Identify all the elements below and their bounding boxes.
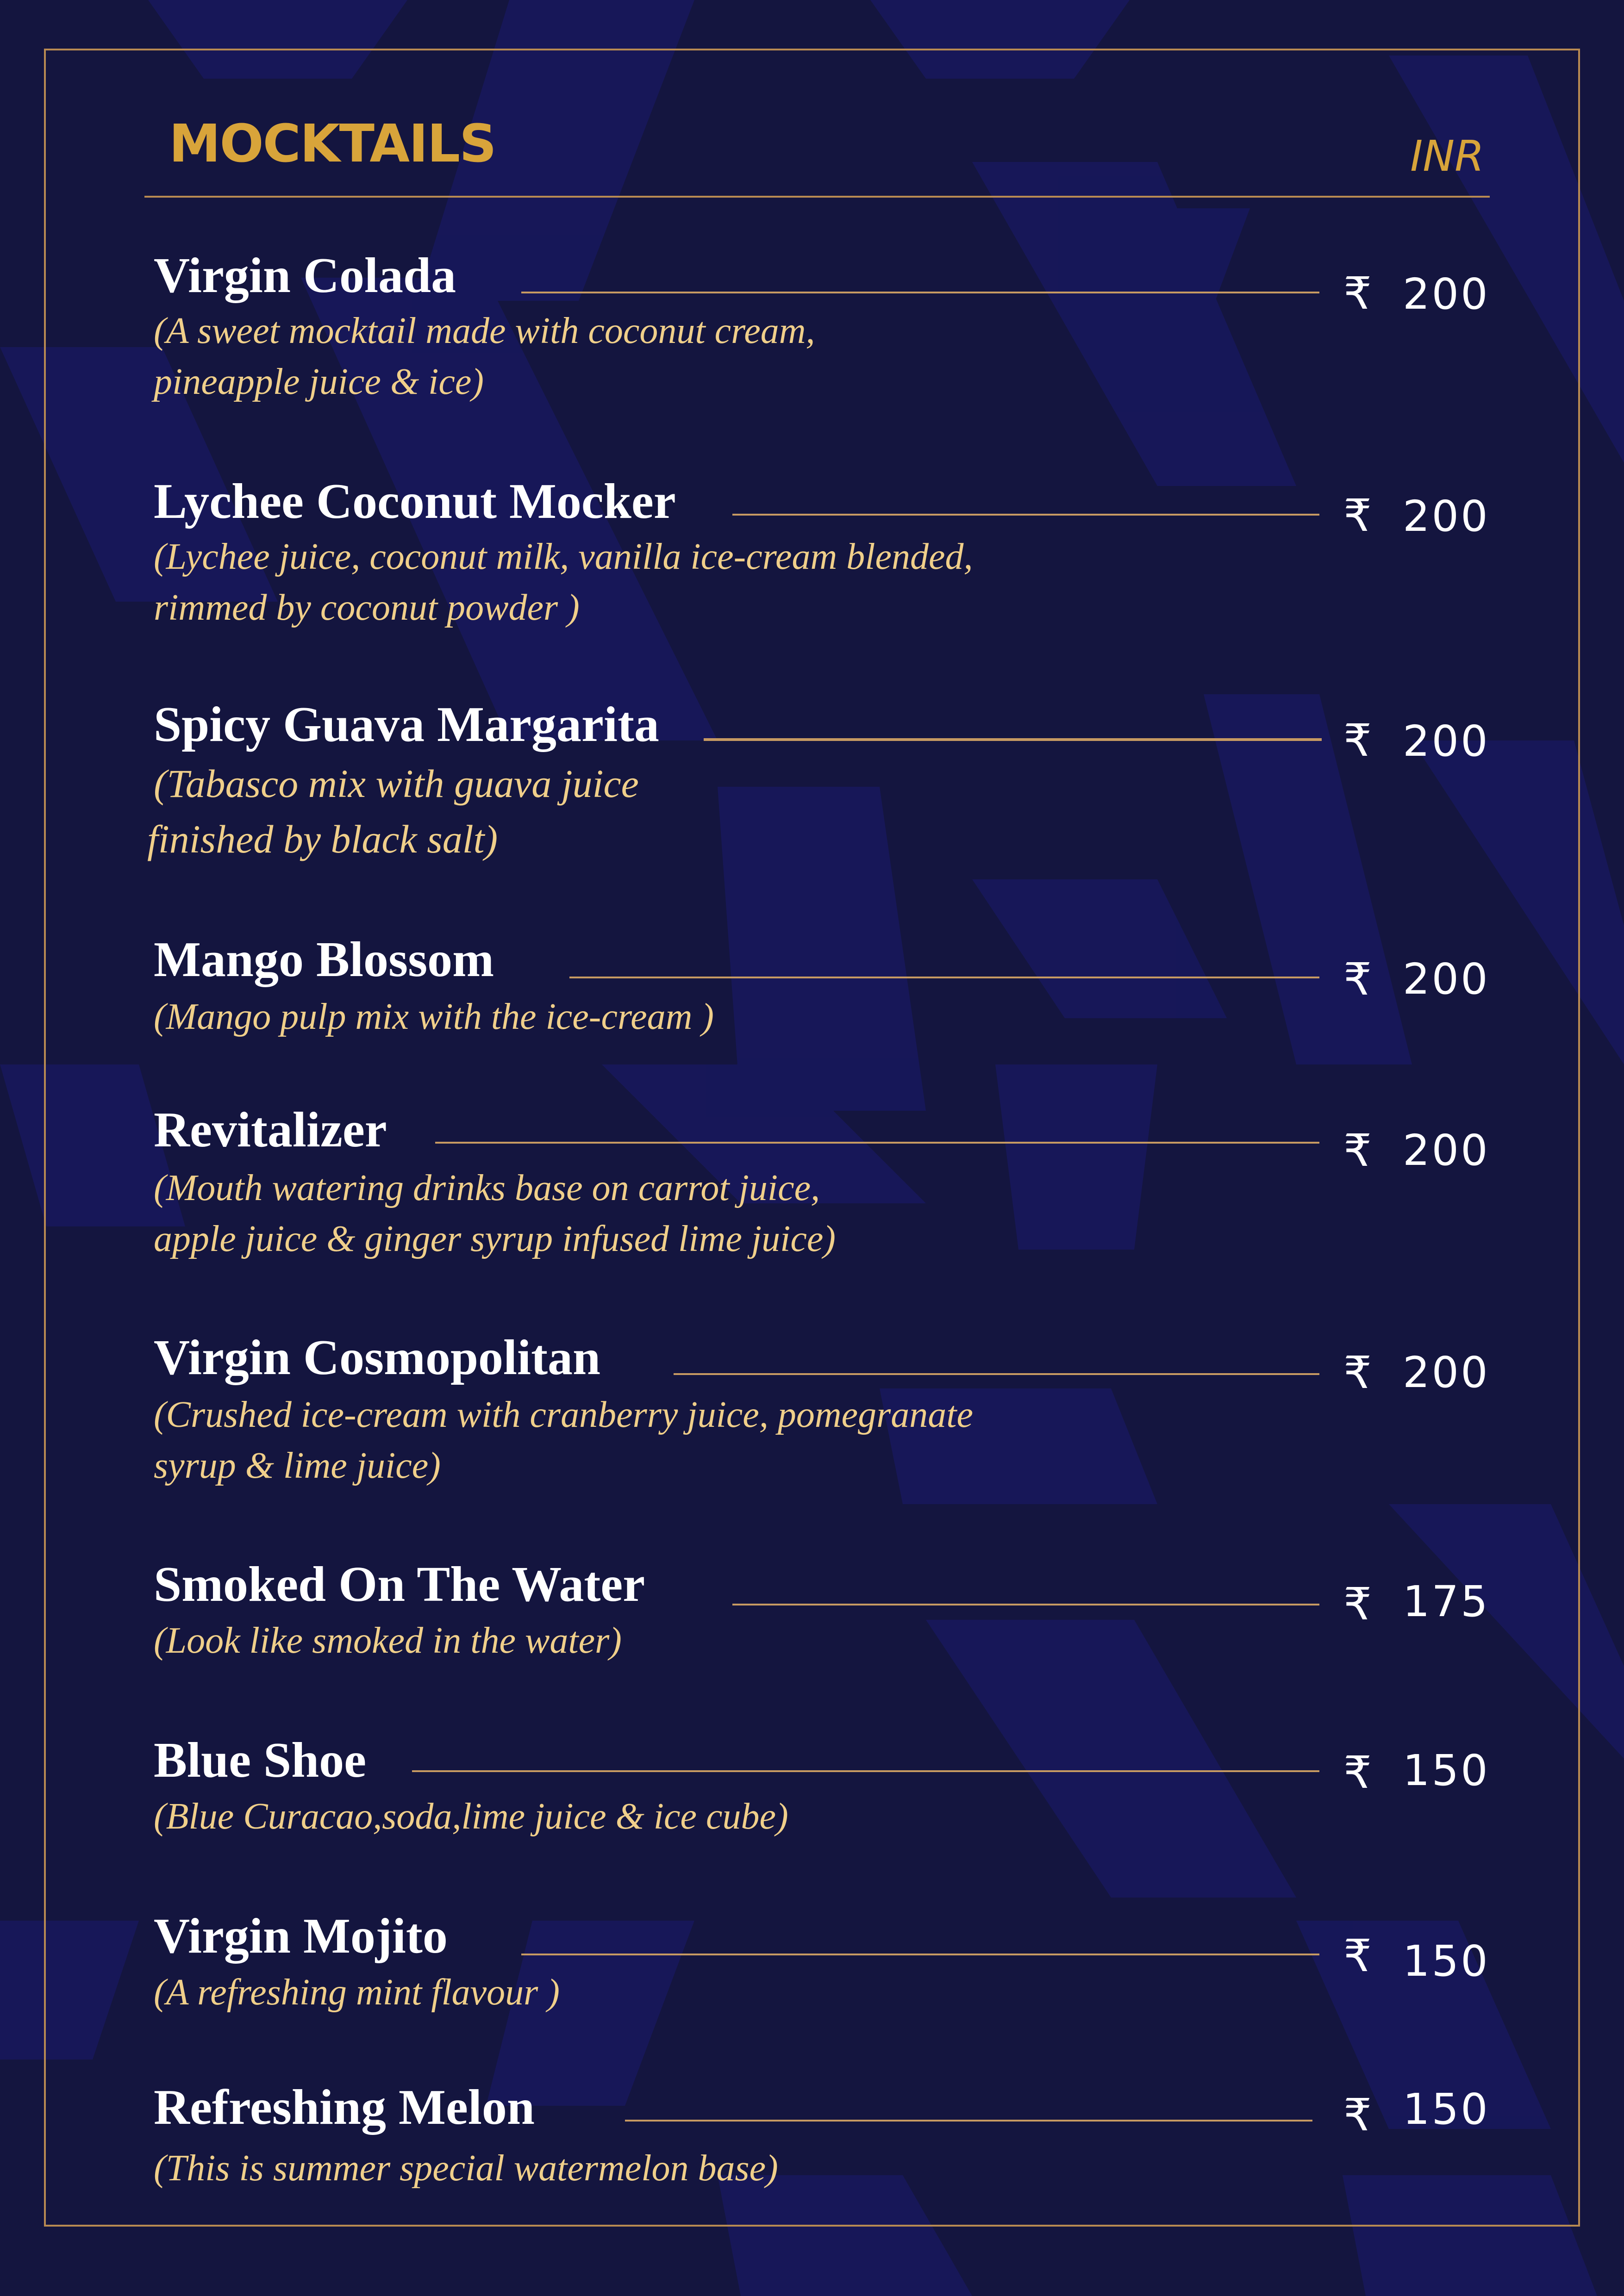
item-name-virgin-colada: Virgin Colada: [154, 248, 456, 303]
item-name-smoked-on-the-water: Smoked On The Water: [154, 1557, 645, 1612]
item-price: 150: [1403, 1746, 1490, 1795]
leader-line: [412, 1770, 1319, 1772]
item-price: 200: [1403, 1348, 1490, 1397]
rupee-icon: ₹: [1343, 1347, 1372, 1399]
item-description: (Mouth watering drinks base on carrot juice,: [154, 1168, 820, 1208]
item-price: 200: [1403, 492, 1490, 541]
item-name-spicy-guava-margarita: Spicy Guava Margarita: [154, 697, 659, 752]
item-name-blue-shoe: Blue Shoe: [154, 1733, 367, 1788]
leader-line: [674, 1373, 1319, 1375]
leader-line: [569, 977, 1319, 978]
rupee-icon: ₹: [1343, 2089, 1372, 2141]
item-description: (Tabasco mix with guava juice: [154, 761, 639, 806]
item-price: 200: [1403, 716, 1490, 766]
leader-line: [704, 738, 1322, 741]
leader-line: [521, 1954, 1319, 1955]
item-description: finished by black salt): [147, 817, 498, 861]
leader-line: [435, 1142, 1319, 1144]
item-price: 200: [1403, 954, 1490, 1004]
item-name-virgin-cosmopolitan: Virgin Cosmopolitan: [154, 1330, 601, 1385]
leader-line: [625, 2120, 1312, 2122]
item-name-virgin-mojito: Virgin Mojito: [154, 1909, 448, 1964]
item-description: (Mango pulp mix with the ice-cream ): [154, 996, 714, 1037]
rupee-icon: ₹: [1343, 715, 1372, 766]
item-description: (This is summer special watermelon base): [154, 2148, 778, 2189]
item-price: 200: [1403, 269, 1490, 319]
item-description: syrup & lime juice): [154, 1445, 441, 1486]
item-description: apple juice & ginger syrup infused lime juice): [154, 1219, 836, 1259]
item-price: 200: [1403, 1126, 1490, 1175]
rupee-icon: ₹: [1343, 1125, 1372, 1176]
item-description: (Blue Curacao,soda,lime juice & ice cube): [154, 1796, 788, 1837]
rupee-icon: ₹: [1343, 1578, 1372, 1630]
rupee-icon: ₹: [1343, 1930, 1372, 1982]
header-divider: [144, 196, 1490, 198]
rupee-icon: ₹: [1343, 953, 1372, 1005]
item-price: 150: [1403, 2084, 1490, 2134]
item-description: (Crushed ice-cream with cranberry juice, pomegranate: [154, 1394, 973, 1435]
item-name-refreshing-melon: Refreshing Melon: [154, 2080, 535, 2135]
rupee-icon: ₹: [1343, 490, 1372, 541]
item-name-revitalizer: Revitalizer: [154, 1102, 387, 1157]
item-description: (A sweet mocktail made with coconut cream,: [154, 311, 815, 351]
leader-line: [521, 292, 1319, 293]
item-price: 150: [1403, 1936, 1490, 1986]
rupee-icon: ₹: [1343, 1747, 1372, 1798]
menu-title: MOCKTAILS: [169, 114, 496, 174]
leader-line: [732, 1604, 1319, 1605]
item-description: (A refreshing mint flavour ): [154, 1972, 560, 2013]
item-description: (Look like smoked in the water): [154, 1620, 622, 1661]
currency-label: INR: [1410, 131, 1484, 181]
item-description: pineapple juice & ice): [154, 361, 484, 402]
rupee-icon: ₹: [1343, 268, 1372, 319]
item-description: rimmed by coconut powder ): [154, 587, 580, 628]
item-description: (Lychee juice, coconut milk, vanilla ice-cream blended,: [154, 536, 973, 577]
item-price: 175: [1403, 1577, 1490, 1626]
leader-line: [732, 514, 1319, 516]
item-name-lychee-coconut-mocker: Lychee Coconut Mocker: [154, 474, 676, 529]
item-name-mango-blossom: Mango Blossom: [154, 932, 494, 987]
